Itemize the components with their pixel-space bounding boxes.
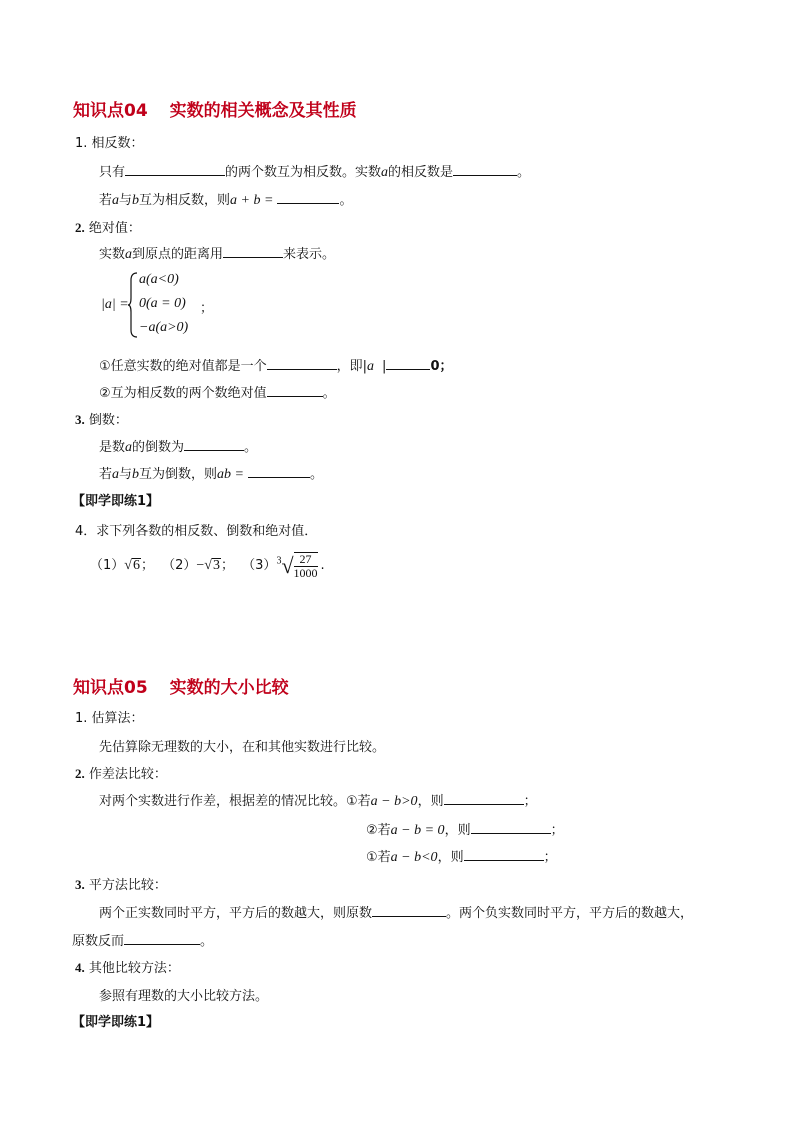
text: ②若 — [366, 823, 391, 838]
abs-case-1: a(a<0) — [139, 272, 179, 287]
part-label: （2） — [162, 558, 197, 574]
text: 。 — [322, 386, 336, 401]
text: 来表示。 — [283, 247, 336, 262]
part-label: （3） — [242, 558, 277, 574]
item-square — [75, 874, 167, 893]
var-a: a — [367, 359, 375, 374]
root-index: 3 — [276, 555, 282, 567]
abs-lhs: |a| = — [101, 297, 129, 312]
text: 互为倒数，则 — [139, 467, 218, 482]
heading-number: 知识点04 — [73, 101, 148, 121]
text: 若 — [99, 467, 113, 482]
text: ，则 — [444, 823, 471, 838]
practice-label-2: 【即学即练1】 — [72, 1015, 160, 1030]
blank — [464, 848, 544, 861]
text: 的两个数互为相反数。实数 — [225, 165, 382, 180]
square-line-2 — [72, 930, 213, 949]
reciprocal-line-2 — [99, 463, 323, 483]
text: 若 — [99, 193, 113, 208]
abs-case-2: 0(a = 0) — [139, 296, 186, 311]
abs-note-1 — [99, 355, 452, 375]
var-b: b — [132, 193, 140, 208]
text: 互为相反数，则 — [139, 193, 231, 208]
var-a: a — [125, 440, 133, 455]
item-number: 3. — [75, 877, 85, 892]
brace-icon — [127, 272, 139, 338]
text: ①任意实数的绝对值都是一个 — [99, 359, 267, 374]
reciprocal-line-1 — [99, 436, 257, 456]
abs-line-1 — [99, 243, 335, 263]
section-heading-04 — [73, 96, 357, 121]
var-a: a — [112, 193, 120, 208]
text: ，则 — [437, 850, 464, 865]
item-label: 绝对值： — [88, 221, 141, 236]
separator: ； — [221, 558, 235, 574]
text: 只有 — [99, 165, 126, 180]
question-4-parts — [90, 552, 325, 580]
radicand: 3 — [213, 558, 220, 574]
blank — [125, 163, 225, 176]
text: | — [382, 359, 387, 374]
opposite-line-2 — [99, 189, 352, 209]
text: 与 — [119, 467, 133, 482]
text: 0； — [430, 359, 453, 374]
heading-title: 实数的相关概念及其性质 — [169, 101, 357, 121]
denominator: 1000 — [293, 566, 318, 580]
cube-root: $^3$√ $\frac{27}{1000}$ — [276, 552, 318, 580]
text: 的相反数是 — [388, 165, 454, 180]
numerator: 27 — [294, 553, 318, 567]
abs-note-2 — [99, 382, 336, 401]
blank — [444, 792, 524, 805]
text: 。 — [200, 934, 214, 949]
text: ； — [543, 850, 557, 865]
diff-expr: a − b>0 — [370, 794, 418, 809]
text: 。 — [339, 193, 353, 208]
text: 对两个实数进行作差，根据差的情况比较。①若 — [99, 794, 371, 809]
var-a: a — [125, 247, 133, 262]
opposite-line-1 — [99, 161, 530, 181]
blank — [277, 191, 339, 204]
other-methods-line: 参照有理数的大小比较方法。 — [99, 989, 269, 1004]
item-reciprocal — [75, 409, 128, 428]
blank — [267, 384, 323, 397]
blank — [223, 245, 283, 258]
heading-number: 知识点05 — [73, 678, 148, 698]
item-difference — [75, 763, 167, 782]
item-label: 其他比较方法： — [88, 961, 180, 976]
neg-sqrt-3: −√3 — [196, 558, 220, 574]
item-number: 1. — [75, 711, 88, 726]
blank — [267, 357, 337, 370]
practice-label: 【即学即练1】 — [72, 494, 160, 509]
text: 到原点的距离用 — [132, 247, 224, 262]
text: 原数反而 — [72, 934, 125, 949]
diff-expr: a − b<0 — [390, 850, 438, 865]
difference-line-1 — [99, 790, 537, 810]
fraction — [294, 552, 318, 580]
var-b: b — [132, 467, 140, 482]
estimation-line: 先估算除无理数的大小，在和其他实数进行比较。 — [99, 740, 386, 755]
blank — [453, 163, 517, 176]
item-label: 作差法比较： — [88, 767, 167, 782]
period: . — [320, 558, 325, 574]
heading-title: 实数的大小比较 — [169, 678, 289, 698]
text: 两个正实数同时平方，平方后的数越大，则原数 — [99, 906, 373, 921]
text: 实数 — [99, 247, 126, 262]
item-number: 4. — [75, 960, 85, 975]
item-label: 相反数： — [91, 136, 144, 151]
radicand: 6 — [132, 558, 140, 574]
text: 。 — [517, 165, 531, 180]
text: 的倒数为 — [132, 440, 185, 455]
part-label: （1） — [90, 558, 125, 574]
blank — [184, 438, 244, 451]
separator: ； — [140, 558, 154, 574]
var-a: a — [381, 165, 389, 180]
item-number: 1. — [75, 136, 88, 151]
abs-tail: ； — [200, 301, 214, 316]
text: ； — [523, 794, 537, 809]
item-opposite-number — [75, 132, 144, 151]
blank — [386, 357, 430, 370]
text: 是数 — [99, 440, 126, 455]
difference-line-3 — [366, 846, 557, 866]
var-a: a — [112, 467, 120, 482]
diff-expr: a − b = 0 — [390, 823, 445, 838]
item-number: 2. — [75, 766, 85, 781]
item-label: 倒数： — [88, 413, 128, 428]
question-4: 4．求下列各数的相反数、倒数和绝对值． — [75, 524, 318, 539]
text: ②互为相反数的两个数绝对值 — [99, 386, 267, 401]
prod-expr: ab = — [217, 467, 244, 482]
text: 。 — [244, 440, 258, 455]
square-line-1 — [99, 902, 693, 921]
abs-case-3: −a(a>0) — [139, 320, 189, 335]
text: 。 — [310, 467, 324, 482]
text: ，即| — [336, 359, 368, 374]
blank — [248, 465, 310, 478]
difference-line-2 — [366, 819, 564, 839]
text: ； — [550, 823, 564, 838]
text: ，则 — [417, 794, 444, 809]
item-label: 平方法比较： — [88, 878, 167, 893]
text: ①若 — [366, 850, 391, 865]
section-heading-05 — [73, 673, 289, 698]
sum-expr: a + b = — [230, 193, 274, 208]
blank — [471, 821, 551, 834]
item-number: 3. — [75, 412, 85, 427]
item-number: 2. — [75, 220, 85, 235]
blank — [372, 904, 446, 917]
item-label: 估算法： — [91, 711, 144, 726]
item-absolute-value — [75, 217, 141, 236]
blank — [124, 932, 200, 945]
sqrt-6: √6 — [124, 558, 140, 574]
item-other-methods — [75, 957, 180, 976]
item-estimation — [75, 707, 144, 726]
text: 与 — [119, 193, 133, 208]
text: 。两个负实数同时平方，平方后的数越大， — [446, 906, 694, 921]
